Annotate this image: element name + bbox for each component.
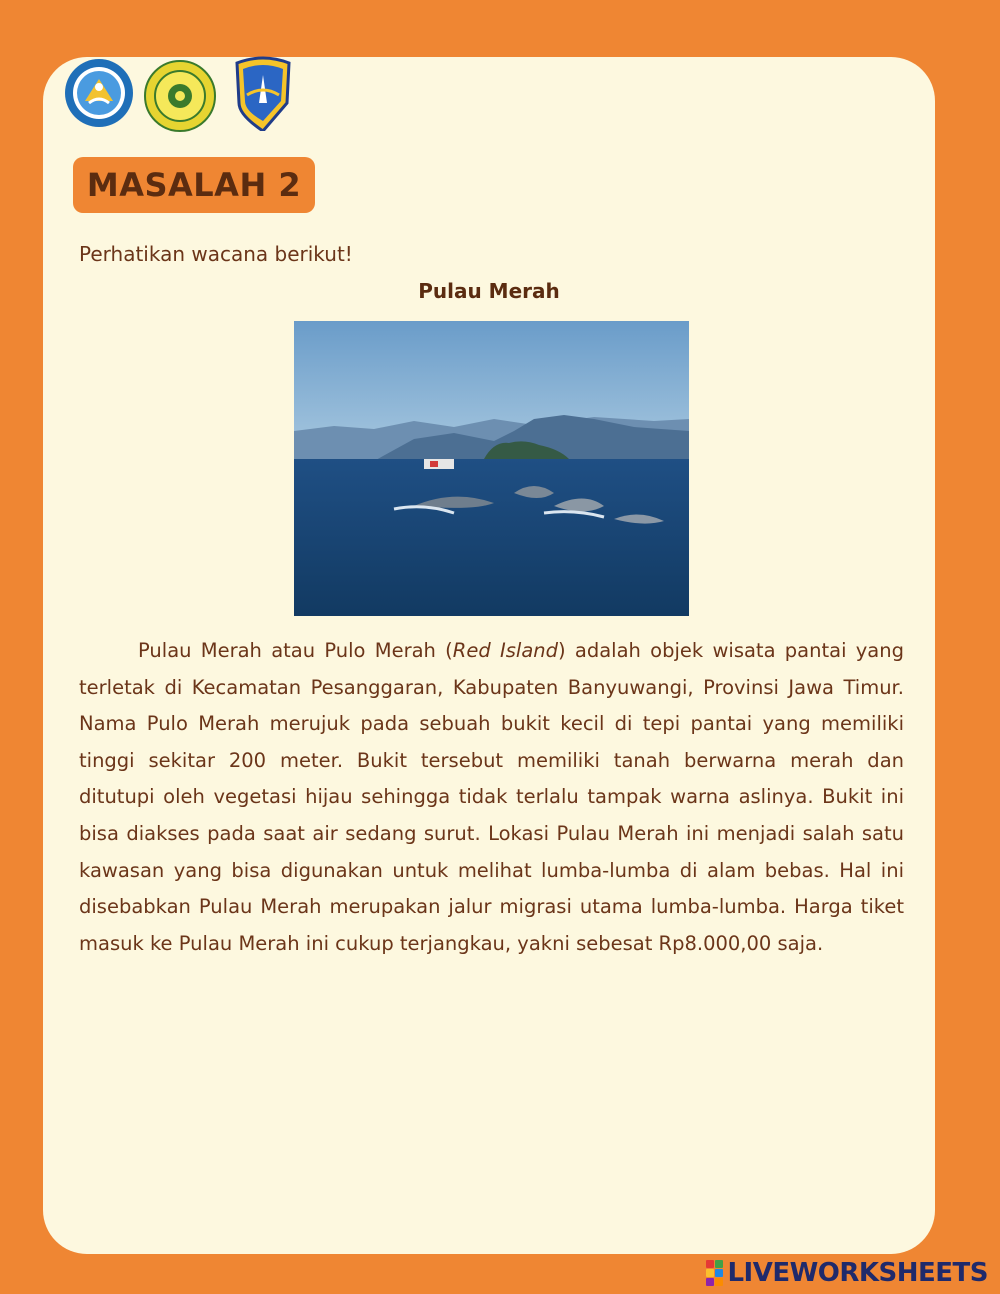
article-italic-term: Red Island	[452, 639, 559, 662]
article-title: Pulau Merah	[418, 279, 560, 303]
worksheet-card	[43, 57, 935, 1254]
university-seal-logo	[143, 59, 217, 133]
article-text-after: ) adalah objek wisata pantai yang terletak di Kecamatan Pesanggaran, Kabupaten Banyuwangi, Provinsi Jawa Timur. Nama Pulo Merah merujuk pada sebuah bukit kecil di tepi pantai yang memiliki tinggi sekitar 200 meter. Bukit tersebut memiliki tanah berwarna merah dan ditutupi oleh vegetasi hijau sehingga tidak terlalu tampak warna aslinya. Bukit ini bisa diakses pada saat air sedang surut. Lokasi Pulau Merah ini menjadi salah satu kawasan yang bisa digunakan untuk melihat lumba-lumba di alam bebas. Hal ini disebabkan Pulau Merah merupakan jalur migrasi utama lumba-lumba. Harga tiket masuk ke Pulau Merah ini cukup terjangkau, yakni sebesat Rp8.000,00 saja.	[79, 639, 904, 955]
article-body	[79, 633, 904, 962]
dolphins-photo	[294, 321, 689, 616]
school-crest-logo	[233, 55, 293, 131]
problem-badge	[73, 157, 315, 213]
liveworksheets-label: LIVEWORKSHEETS	[727, 1258, 988, 1288]
tut-wuri-handayani-logo	[63, 57, 135, 129]
liveworksheets-brand[interactable]	[706, 1258, 988, 1288]
problem-badge-label: MASALAH 2	[86, 166, 302, 204]
intro-text: Perhatikan wacana berikut!	[79, 242, 353, 266]
article-text-before: Pulau Merah atau Pulo Merah (	[138, 639, 453, 662]
liveworksheets-logo-icon	[706, 1260, 723, 1286]
